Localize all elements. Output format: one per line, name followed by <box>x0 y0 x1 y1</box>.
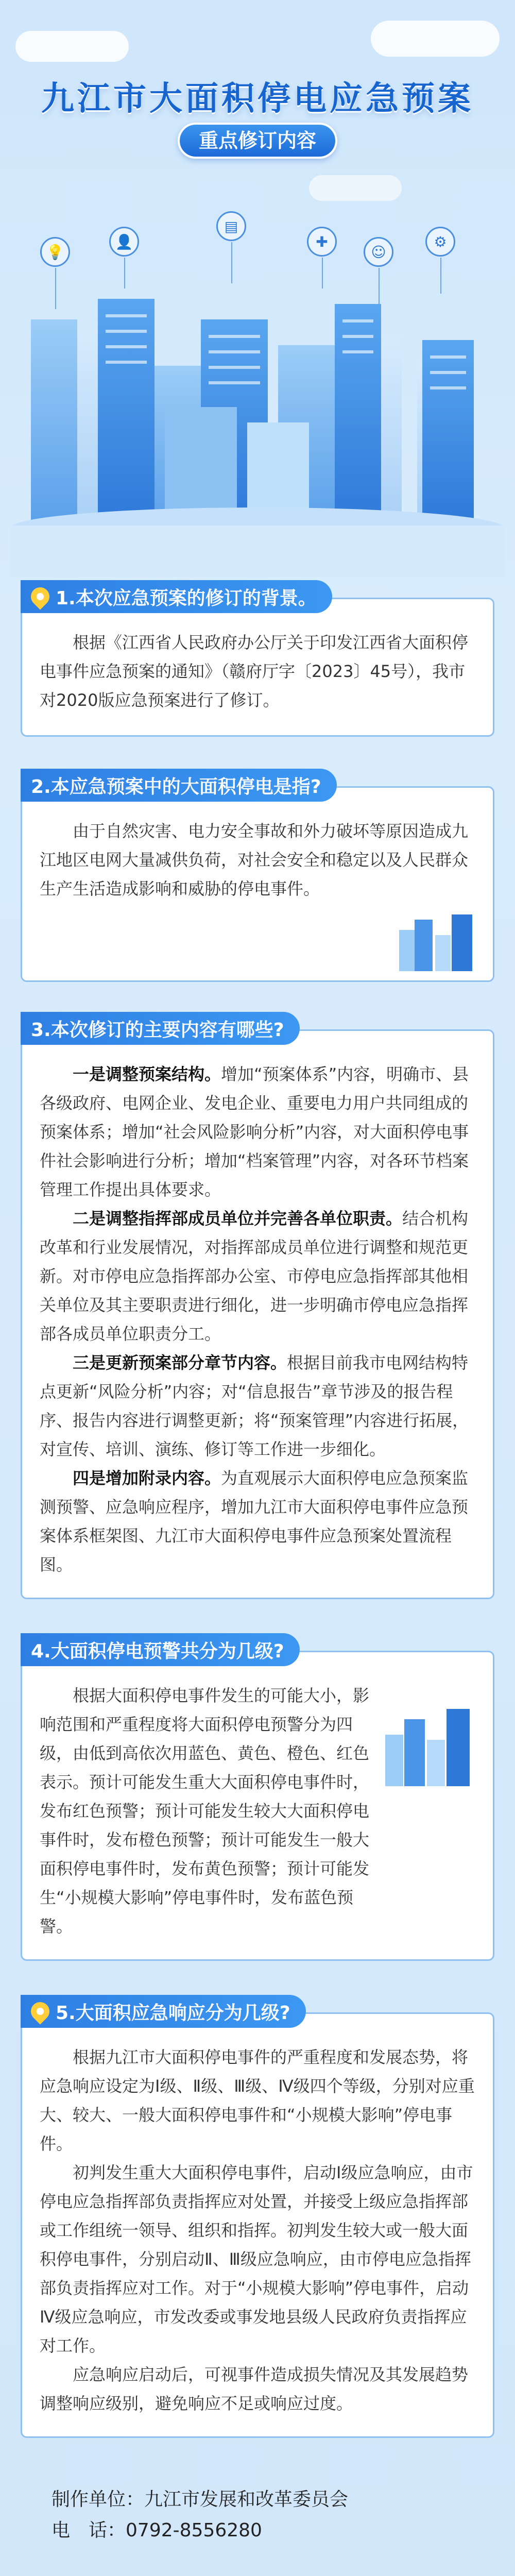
lightbulb-icon: 💡 <box>40 237 70 267</box>
section-card <box>21 2012 494 2438</box>
paragraph: 应急响应启动后，可视事件造成损失情况及其发展趋势调整响应级别，避免响应不足或响应过度。 <box>40 2365 469 2413</box>
section-title-text: 3.本次修订的主要内容有哪些? <box>31 1019 284 1041</box>
section-5 <box>21 1995 494 2438</box>
paragraph: 初判发生重大大面积停电事件，启动Ⅰ级应急响应，由市停电应急指挥部负责指挥应对处置，并接受上级应急指挥部或工作组统一领导、组织和指挥。初判发生较大或一般大面积停电事件，分别启动Ⅱ、Ⅲ级应急响应，由市停电应急指挥部负责指挥应对工作。对于“小规模大影响”停电事件，启动Ⅳ级应急响应，市发改委或事发地县级人民政府负责指挥应对工作。 <box>40 2163 473 2355</box>
item-text: 增加“预案体系”内容，明确市、县各级政府、电网企业、发电企业、重要电力用户共同组成的预案体系；增加“社会风险影响分析”内容，对大面积停电事件社会影响进行分析；增加“档案管理”内容，对各环节档案管理工作提出具体要求。 <box>40 1064 469 1199</box>
section-title <box>21 580 332 613</box>
section-2 <box>21 769 494 982</box>
section-title <box>21 769 337 802</box>
medical-icon: ✚ <box>307 227 337 257</box>
page-subtitle: 重点修订内容 <box>178 123 337 159</box>
paragraph: 由于自然灾害、电力安全事故和外力破坏等原因造成九江地区电网大量减供负荷，对社会安全和稳定以及人民群众生产生活造成影响和威胁的停电事件。 <box>40 821 469 899</box>
location-pin-icon <box>27 584 54 610</box>
item-heading: 二是调整指挥部成员单位并完善各单位职责。 <box>73 1209 403 1228</box>
section-title-text: 4.大面积停电预警共分为几级? <box>31 1640 284 1662</box>
section-title-text: 2.本应急预案中的大面积停电是指? <box>31 776 321 798</box>
cloud <box>371 21 500 57</box>
item-heading: 三是更新预案部分章节内容。 <box>73 1353 287 1372</box>
buildings-thumbnail-icon <box>394 909 482 971</box>
section-card <box>21 1029 494 1599</box>
section-title-text: 5.大面积应急响应分为几级? <box>56 2002 290 2024</box>
section-4 <box>21 1633 494 1961</box>
buildings-illustration-icon <box>383 1709 480 1786</box>
chart-icon: ▤ <box>216 211 246 241</box>
paragraph: 根据《江西省人民政府办公厅关于印发江西省大面积停电事件应急预案的通知》（赣府厅字〔2023〕45号），我市对2020版应急预案进行了修订。 <box>40 633 469 710</box>
paragraph: 根据九江市大面积停电事件的严重程度和发展态势，将应急响应设定为Ⅰ级、Ⅱ级、Ⅲ级、Ⅳ级四个等级，分别对应重大、较大、一般大面积停电事件和“小规模大影响”停电事件。 <box>40 2047 475 2154</box>
footer-maker-label: 制作单位： <box>52 2489 145 2510</box>
list-item <box>40 1464 475 1579</box>
section-card <box>21 786 494 982</box>
section-title <box>21 1995 306 2028</box>
section-title <box>21 1012 300 1045</box>
footer <box>21 2469 494 2546</box>
smile-icon: ☺ <box>364 237 393 267</box>
item-text: 根据目前我市电网结构特点更新“风险分析”内容；对“信息报告”章节涉及的报告程序、报告内容进行调整更新；将“预案管理”内容进行拓展，对宣传、培训、演练、修订等工作进一步细化。 <box>40 1353 469 1459</box>
paragraph: 根据大面积停电事件发生的可能大小，影响范围和严重程度将大面积停电预警分为四级，由低到高依次用蓝色、黄色、橙色、红色表示。预计可能发生重大大面积停电事件时，发布红色预警；预计可能发生较大大面积停电事件时，发布橙色预警；预计可能发生一般大面积停电事件时，发布黄色预警；预计可能发生“小规模大影响”停电事件时，发布蓝色预警。 <box>40 1686 370 1936</box>
section-1 <box>21 580 494 737</box>
section-title-text: 1.本次应急预案的修订的背景。 <box>56 587 317 609</box>
footer-phone <box>52 2515 494 2546</box>
hero-banner <box>0 0 515 587</box>
item-text: 为直观展示大面积停电应急预案监测预警、应急响应程序，增加九江市大面积停电事件应急预案体系框架图、九江市大面积停电事件应急预案处置流程图。 <box>40 1468 469 1574</box>
item-heading: 四是增加附录内容。 <box>73 1468 221 1488</box>
person-icon: 👤 <box>109 227 139 257</box>
item-text: 结合机构改革和行业发展情况，对指挥部成员单位进行调整和规范更新。对市停电应急指挥部办公室、市停电应急指挥部其他相关单位及其主要职责进行细化，进一步明确市停电应急指挥部各成员单位职责分工。 <box>40 1209 469 1344</box>
list-item <box>40 1204 475 1348</box>
section-title <box>21 1633 300 1666</box>
footer-maker <box>52 2484 494 2515</box>
footer-phone-value: 0792-8556280 <box>126 2520 262 2541</box>
footer-phone-label: 电 话： <box>52 2520 126 2541</box>
list-item <box>40 1348 475 1464</box>
section-3 <box>21 1012 494 1599</box>
location-pin-icon <box>27 1998 54 2025</box>
section-card <box>21 1651 494 1961</box>
list-item <box>40 1060 475 1204</box>
gear-icon: ⚙ <box>425 227 455 257</box>
page-title: 九江市大面积停电应急预案 <box>41 80 474 118</box>
cloud <box>15 31 129 62</box>
footer-maker-value: 九江市发展和改革委员会 <box>144 2489 349 2510</box>
section-card <box>21 598 494 737</box>
item-heading: 一是调整预案结构。 <box>73 1064 221 1084</box>
